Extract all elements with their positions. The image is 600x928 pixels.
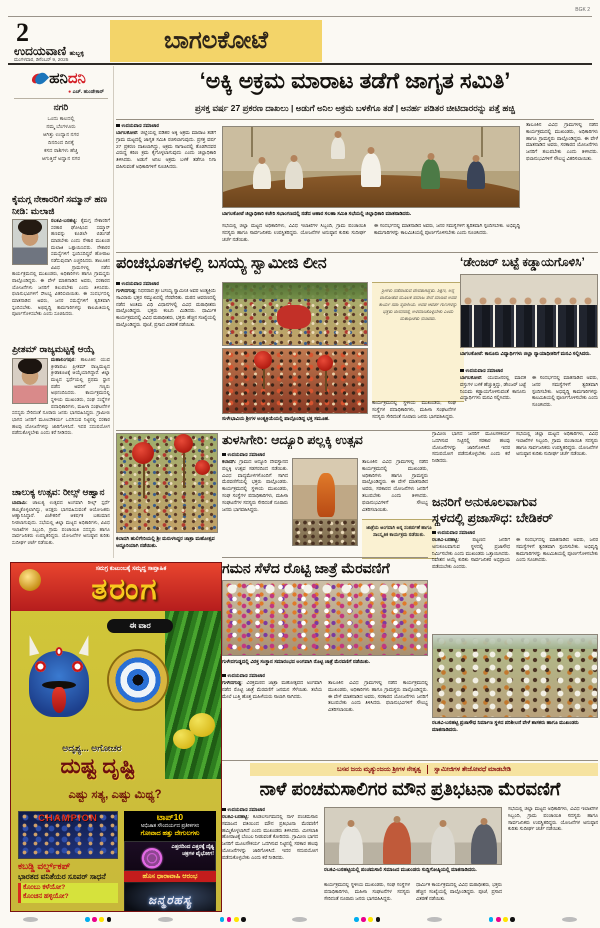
agency-line: ಉದಯವಾಣಿ ಸಮಾಚಾರ [460, 368, 560, 373]
agency-line: ಉದಯವಾಣಿ ಸಮಾಚಾರ [116, 123, 216, 128]
person-figure [361, 153, 381, 187]
poem [12, 115, 110, 162]
article-column [222, 815, 318, 912]
ad-header-band [11, 563, 221, 611]
gray-oval-mark [158, 917, 173, 922]
kabaddi-subtitle: ಭಾರತದ ವನಿತೆಯರ ಸೂಪರ್ ಸಾಧನೆ [18, 872, 106, 881]
portrait-photo [12, 358, 48, 404]
ferris-wheel-image [124, 841, 216, 871]
body-text: ಚಾಲುಕ್ಯ ಉತ್ಸವದ ಅಂಗವಾಗಿ ರೀಲ್ಸ್ ಸ್ಪರ್ಧೆ ಹಮ್ಮಿಕೊಳ್ಳಲಾಗಿದ್ದು, ಆಸಕ್ತರು ಭಾಗವಹಿಸುವಂತೆ ಆಯೋಜಕರು ಆಹ್ವಾನಿಸಿದ್ದಾರೆ. ವಿಜೇತರಿಗೆ ಆಕರ್ಷಕ ಬಹುಮಾನ ನೀಡಲಾಗುವುದು. [12, 500, 110, 526]
demon-eye [72, 661, 83, 672]
dateline-location: ಮಹಾಲಿಂಗಪುರ: [51, 357, 76, 362]
kabaddi-title: ಕಬಡ್ಡಿ ವರ್ಲ್ಡ್‌ಕಪ್ [18, 861, 71, 871]
dateline-location: ಬಾಗಲಕೋಟೆ: [116, 131, 139, 136]
ad-right-panel [124, 811, 216, 912]
rotti-procession-photo [222, 580, 428, 656]
kicker-text: ಬಸವ ಜಯ ಮೃತ್ಯುಂಜಯ ಶ್ರೀಗಳ ನೇತೃತ್ವ [337, 765, 422, 773]
body-text: ತಾಲೂಕಿನ ಯುವ ಕ್ರೀಡಾಪಟು ಪ್ರೀತಮ್ ರಾಜ್ಯಮಟ್ಟದ ಕ್ರೀಡಾಕೂಟಕ್ಕೆ ಆಯ್ಕೆಯಾಗಿದ್ದಾರೆ. ಜಿಲ್ಲಾ ಮಟ್ಟದ ಸ್ಪರ್ಧೆಯಲ್ಲಿ ಪ್ರಥಮ ಸ್ಥಾನ ಪಡೆದ ಅವರಿಗೆ ಗಣ್ಯರು ಅಭಿನಂದಿಸಿದರು. [51, 357, 110, 396]
ad-line1: ಅದೃಶ್ಯ... ಅಗೋಚರ [62, 743, 122, 753]
poem-line: ಒಂದು ಕಾಲದಲ್ಲಿ [47, 116, 75, 122]
article-column [116, 289, 216, 429]
date-line: ಮಂಗಳವಾರ, ಡಿಸೆಂಬರ್ 9, 2025 [14, 58, 69, 63]
top-rule [8, 16, 592, 17]
ad-tagline: ಸಮಗ್ರ ಕುಟುಂಬಕ್ಕೆ ಸಮೃದ್ಧ ಸಾಪ್ತಾಹಿಕ [95, 566, 167, 572]
person-figure [331, 137, 345, 159]
main-headline: ‘ಅಕ್ಕಿ ಅಕ್ರಮ ಮಾರಾಟ ತಡೆಗೆ ಜಾಗೃತ ಸಮಿತಿ’ [199, 68, 511, 93]
danger-article [460, 255, 598, 430]
article-headline: ‘ಡೇಂಜರ್ ಬಟ್ಟೆ ಕಡ್ಡಾಯಗೊಳಿಸಿ’ [460, 255, 585, 269]
body-text: ಕೂಡಲಸಂಗಮದಲ್ಲಿ ನಾಳೆ ಪಂಚಮಸಾಲಿ ಸಮಾಜದ ವತಿಯಿಂದ ಮೌನ ಪ್ರತಿಭಟನಾ ಮೆರವಣಿಗೆ ಹಮ್ಮಿಕೊಳ್ಳಲಾಗಿದೆ ಎಂದು ಮುಖಂಡರು ತಿಳಿಸಿದರು. ಮೀಸಲಾತಿ ಹೋರಾಟಕ್ಕೆ ಬೆಂಬಲ ನೀಡುವಂತೆ ಕೋರಿದರು. [222, 815, 318, 841]
ad-brand: ತರಂಗ [91, 573, 159, 606]
press-meet-photo [324, 807, 502, 865]
byline-text: ಎಚ್. ಹುಂಡೇಕಾರ್ [72, 89, 104, 95]
rotti-article [222, 560, 428, 758]
wheel-text: ಎತ್ತರದಿಂದ ಎತ್ತರಕ್ಕೆ ದೈತ್ಯ ಚಕ್ರಗಳ ವೈಭೋಗ! [171, 844, 214, 857]
serial-title: ಜನ್ಮರಹಸ್ಯ [124, 882, 216, 912]
third-eye [56, 647, 63, 656]
quote-box: ಶ್ರೀಗಳು ನಡೆದಾಡುವ ದೇವರಾಗಿದ್ದರು. ಶಿಕ್ಷಣ, ಅನ್ನ ದಾಸೋಹದ ಮೂಲಕ ಸಮಾಜ ಸೇವೆ ಮಾಡಿದ ಅವರ ಕಾರ್ಯ ಸದಾ ಸ್ಮರಣೀಯ. ಅವರ ಆದರ್ಶ ಗುಣಗಳನ್ನು ಭಕ್ತರು ಜೀವನದಲ್ಲಿ ಅಳವಡಿಸಿಕೊಳ್ಳಬೇಕು ಎಂದು ಮಠಾಧೀಶರು ನುಡಿದರು. [372, 282, 464, 402]
panchabhuta-article [116, 255, 456, 430]
photo-caption: ಕಲಾದಗಿ ಹುಲಿಗೇರಿಯಲ್ಲಿ ಶ್ರೀ ಮರುಳಸಿದ್ಧರ ಜಾತ್ರಾ ಮಹೋತ್ಸವ ಅದ್ಧೂರಿಯಾಗಿ ನಡೆಯಿತು. [116, 536, 215, 549]
kicker-divider [427, 765, 428, 774]
dateline-location: ರಬಕವಿ-ಬನಹಟ್ಟಿ: [51, 218, 78, 223]
question-line: ಕೊಂಬು ಕಳೆಯೋ? [23, 884, 66, 891]
highlight-box: ಜಾತ್ರೆಯ ಅಂಗವಾಗಿ ಅನ್ನ ಸಂತರ್ಪಣೆ ಹಾಗೂ ಸಾಂಸ್ಕೃತಿಕ ಕಾರ್ಯಕ್ರಮ ನಡೆಯಿತು. [362, 519, 436, 559]
article-headline [432, 495, 598, 527]
poem-line: ಆಗಿತ್ತು ಉದ್ಯಾನ ನಗರ [42, 132, 79, 139]
agency-line: ಉದಯವಾಣಿ ಸಮಾಚಾರ [222, 452, 322, 457]
article-column: ತಾಲೂಕಿನ ವಿವಿಧ ಗ್ರಾಮಗಳಲ್ಲಿ ನಡೆದ ಕಾರ್ಯಕ್ರಮದಲ್ಲಿ ಮುಖಂಡರು, ಅಧಿಕಾರಿಗಳು ಹಾಗೂ ಗ್ರಾಮಸ್ಥರು ಪಾಲ್ಗೊಂಡಿದ್ದರು. ಈ ವೇಳೆ ಮಾತನಾಡಿದ ಅವರು, ಸರಕಾರದ ಯೋಜನೆಗಳು ಜನರಿಗೆ ತಲುಪಬೇಕು ಎಂದು ತಿಳಿಸಿದರು. ಫಲಾನುಭವಿಗಳಿಗೆ ಸೌಲಭ್ಯ ವಿತರಿಸಲಾಯಿತು. [526, 123, 598, 162]
subhead-rule [116, 119, 594, 120]
body-text: ನಿಧನರಾದ ಶ್ರೀ ಬಸಯ್ಯ ಸ್ವಾಮೀಜಿ ಅವರ ಅಂತ್ಯಕ್ರಿಯೆ ಸಾವಿರಾರು ಭಕ್ತರ ಸಮ್ಮುಖದಲ್ಲಿ ನೆರವೇರಿತು. ಮಠದ ಆವರಣದಲ್ಲಿ ನಡೆದ ಅಂತಿಮ ವಿಧಿ ವಿಧಾನಗಳಲ್ಲಿ ವಿವಿಧ ಮಠಾಧೀಶರು ಪಾಲ್ಗೊಂಡಿದ್ದರು. ಭಕ್ತರು ಕಂಬನಿ ಮಿಡಿದರು. [116, 289, 216, 315]
gray-oval-mark [562, 917, 577, 922]
registration-marks [0, 913, 600, 926]
article-column [116, 131, 216, 252]
demon-eye [35, 661, 46, 672]
poem-line: ಕಸದ ರಾಶಿಗಳು ಹೆಚ್ಚಿ [44, 148, 78, 155]
top10-line: ಅಭಿಜಾತ ಸೌಂದರ್ಯದ ಪ್ರತೀಕಗಳು [140, 823, 200, 829]
article-headline: ಪ್ರೀತಮ್ ರಾಜ್ಯಮಟ್ಟಕ್ಕೆ ಆಯ್ಕೆ [12, 344, 95, 354]
horn [79, 634, 94, 656]
article-headline: ನಾಳೆ ಪಂಚಮಸಾಲಿಗರ ಮೌನ ಪ್ರತಿಭಟನಾ ಮೆರವಣಿಗೆ [259, 779, 561, 799]
chalukya-article [12, 487, 110, 557]
headline-line: ಸ್ಥಳದಲ್ಲಿ ಪ್ರಜಾಸೌಧ: ಬೇಡಿಕರ್ [432, 510, 553, 525]
lemon-image [173, 729, 195, 749]
article-column: ತಾಲೂಕಿನ ವಿವಿಧ ಗ್ರಾಮಗಳಲ್ಲಿ ನಡೆದ ಕಾರ್ಯಕ್ರಮದಲ್ಲಿ ಮುಖಂಡರು, ಅಧಿಕಾರಿಗಳು ಹಾಗೂ ಗ್ರಾಮಸ್ಥರು ಪಾಲ್ಗೊಂಡಿದ್ದರು. ಈ ವೇಳೆ ಮಾತನಾಡಿದ ಅವರು, ಸರಕಾರದ ಯೋಜನೆಗಳು ಜನರಿಗೆ ತಲುಪಬೇಕು ಎಂದು ತಿಳಿಸಿದರು. ಫಲಾನುಭವಿಗಳಿಗೆ ಸೌಲಭ್ಯ ವಿತರಿಸಲಾಯಿತು. [362, 460, 428, 513]
body-text: ತಾಲೂಕಿನ ವಿವಿಧ ಗ್ರಾಮಗಳಲ್ಲಿ ನಡೆದ ಕಾರ್ಯಕ್ರಮದಲ್ಲಿ ಮುಖಂಡರು, ಅಧಿಕಾರಿಗಳು ಹಾಗೂ ಗ್ರಾಮಸ್ಥರು ಪಾಲ್ಗೊಂಡಿದ್ದರು. ಈ ವೇಳೆ ಮಾತನಾಡಿದ ಅವರು, ಸರಕಾರದ ಯೋಜನೆಗಳು ಜನರಿಗೆ ತಲುಪಬೇಕು ಎಂದು ತಿಳಿಸಿದರು. ಫಲಾನುಭವಿಗಳಿಗೆ ಸೌಲಭ್ಯ ವಿತರಿಸಲಾಯಿತು. [12, 258, 110, 297]
section-title: ಬಾಗಲಕೋಟೆ [110, 20, 322, 62]
portrait-photo [12, 219, 48, 265]
article-column: ಕಾರ್ಯಕ್ರಮದಲ್ಲಿ ಸ್ಥಳೀಯ ಮುಖಂಡರು, ಸಂಘ ಸಂಸ್ಥೆಗಳ ಪದಾಧಿಕಾರಿಗಳು, ಮಹಿಳಾ ಸಂಘಟನೆಗಳ ಸದಸ್ಯರು ಸೇರಿದಂತೆ ನೂರಾರು ಜನರು ಭಾಗವಹಿಸಿದ್ದರು. [324, 883, 410, 902]
person-figure [467, 161, 485, 189]
person-figure [253, 163, 271, 189]
kaimagga-article [12, 194, 110, 342]
champion-text: CHAMPION [38, 813, 98, 824]
cmyk-dots [85, 917, 111, 922]
body-text: ಜಿಲ್ಲೆಯಲ್ಲಿ ಪಡಿತರ ಅಕ್ಕಿ ಅಕ್ರಮ ಮಾರಾಟ ತಡೆಗೆ ಗ್ರಾಮ ಮಟ್ಟದಲ್ಲಿ ಜಾಗೃತ ಸಮಿತಿ ರಚಿಸಲಾಗುವುದು. ಪ್ರಸಕ್ತ ವರ್ಷ 27 ಪ್ರಕರಣ ದಾಖಲಾಗಿದ್ದು, ಅಕ್ರಮ ಸಾಗಾಟದಲ್ಲಿ ತೊಡಗಿದವರ ವಿರುದ್ಧ ಕಠಿಣ ಕ್ರಮ ಕೈಗೊಳ್ಳಲಾಗುವುದು ಎಂದು ಜಿಲ್ಲಾಧಿಕಾರಿ ತಿಳಿಸಿದರು. ಅಡುಗೆ ಅನಿಲ ಅಕ್ರಮ ಬಳಕೆ ತಡೆಗೂ ನಿಗಾ ವಹಿಸುವಂತೆ ಅಧಿಕಾರಿಗಳಿಗೆ ಸೂಚಿಸಿದರು. [116, 131, 216, 170]
article-column [222, 681, 322, 758]
body-text: ಗ್ರಾಮೀಣ ಭಾಗದ ಜನರಿಗೆ ಮೂಲಸೌಕರ್ಯ ಒದಗಿಸುವ ನಿಟ್ಟಿನಲ್ಲಿ ಸರಕಾರ ಹಲವು ಯೋಜನೆಗಳನ್ನು ಜಾರಿಗೊಳಿಸಿದೆ. ಇದರ ಸದುಪಯೋಗ ಪಡೆದುಕೊಳ್ಳಬೇಕು ಎಂದು ಕರೆ ನೀಡಿದರು. [12, 410, 110, 436]
person-figure [431, 826, 455, 865]
body-text: ಪಟ್ಟಣದ ಜನರಿಗೆ ಅನುಕೂಲವಾಗುವ ಸ್ಥಳದಲ್ಲಿ ಪ್ರಜಾಸೌಧ ನಿರ್ಮಿಸಬೇಕು ಎಂದು ಮುಖಂಡರು ಒತ್ತಾಯಿಸಿದರು. ನಿವೇಶನ ಆಯ್ಕೆ ಕುರಿತು ಸಾರ್ವಜನಿಕರ ಅಭಿಪ್ರಾಯ ಪಡೆಯಬೇಕು ಎಂದರು. [432, 538, 510, 571]
kabaddi-team-photo [18, 811, 118, 859]
cmyk-dots [489, 917, 515, 922]
headline-line: ಜನರಿಗೆ ಅನುಕೂಲವಾಗುವ [432, 495, 537, 509]
dateline-location: ಗುಳೇದಗುಡ್ಡ: [116, 289, 137, 294]
banner-pole [143, 458, 145, 498]
body-text: ಯುವಜನರಲ್ಲಿ ಮಾದಕ ವಸ್ತುಗಳ ಬಳಕೆ ಹೆಚ್ಚುತ್ತಿದ್ದು, ಡೇಂಜರ್ ಬಟ್ಟೆ ನಿಯಮ ಕಡ್ಡಾಯಗೊಳಿಸುವಂತೆ ಕಾನೂನು ವಿದ್ಯಾರ್ಥಿಗಳು ಮನವಿ ಸಲ್ಲಿಸಿದರು. [460, 376, 526, 402]
crowd-strip [293, 519, 357, 545]
preetam-article [12, 344, 110, 484]
top10-box [124, 811, 216, 841]
body-text: ಸಭೆಯಲ್ಲಿ ಜಿಲ್ಲಾ ಮಟ್ಟದ ಅಧಿಕಾರಿಗಳು, ವಿವಿಧ ಇಲಾಖೆಗಳ ಸಿಬ್ಬಂದಿ, ಗ್ರಾಮ ಪಂಚಾಯಿತಿ ಸದಸ್ಯರು ಹಾಗೂ ಸಾರ್ವಜನಿಕರು ಉಪಸ್ಥಿತರಿದ್ದರು. ಯೋಜನೆಗಳ ಅನುಷ್ಠಾನ ಕುರಿತು ಸುದೀರ್ಘ ಚರ್ಚೆ ನಡೆಯಿತು. [12, 520, 110, 546]
evil-eye-amulet [109, 651, 167, 709]
article-column: ಧಾರ್ಮಿಕ ಕಾರ್ಯಕ್ರಮದಲ್ಲಿ ವಿವಿಧ ಮಠಾಧೀಶರು, ಭಕ್ತರು ಹೆಚ್ಚಿನ ಸಂಖ್ಯೆಯಲ್ಲಿ ಪಾಲ್ಗೊಂಡಿದ್ದರು. ಪೂಜೆ, ಪ್ರಸಾದ ವಿತರಣೆ ನಡೆಯಿತು. [416, 883, 502, 902]
red-banner [132, 442, 154, 464]
meeting-photo [222, 126, 520, 208]
section-rule [116, 430, 598, 431]
poem-line: ದಿನದಿಂದ ದಿನಕ್ಕೆ [48, 140, 74, 147]
demon-mask [21, 635, 97, 729]
hani-dani-brand [49, 70, 86, 87]
brand-red: ದನಿ [67, 70, 86, 87]
gray-oval-mark [292, 917, 307, 922]
poem-line: ಆಗುತ್ತಿದೆ ಅಧ್ವಾನ ನಗರ [41, 156, 81, 162]
article-headline: ಪಂಚಭೂತಗಳಲ್ಲಿ ಬಸಯ್ಯ ಸ್ವಾಮೀಜಿ ಲೀನ [116, 255, 327, 272]
horn [25, 634, 40, 656]
section-rule [222, 557, 428, 558]
cmyk-dots [220, 917, 246, 922]
kaladagi-jatra-photo [116, 433, 218, 533]
sky-strip [433, 635, 597, 649]
top10-line: ಗೋವಾದ ಹತ್ತು ದೇಗುಲಗಳು [140, 830, 200, 837]
photo-caption: ಬಾಗಲಕೋಟೆ: ಕಾನೂನು ವಿದ್ಯಾರ್ಥಿಗಳು ಜಿಲ್ಲಾ ನ್ಯಾಯಾಧೀಶರಿಗೆ ಮನವಿ ಸಲ್ಲಿಸಿದರು. [460, 351, 591, 357]
agency-line: ಉದಯವಾಣಿ ಸಮಾಚಾರ [222, 673, 322, 678]
gray-oval-mark [23, 917, 38, 922]
photo-caption: ರಬಕವಿ-ಬನಹಟ್ಟಿ ಪ್ರಜಾಸೌಧ ನಿರ್ಮಾಣ ಸ್ಥಳದ ಪರಿಶೀಲನೆ ವೇಳೆ ಶಾಸಕರು ಹಾಗೂ ಮುಖಂಡರು ಮಾತನಾಡಿದರು. [432, 720, 579, 733]
this-week-chip: ಈ ವಾರ [107, 619, 173, 633]
mouna-article [222, 779, 598, 912]
main-subhead: ಪ್ರಸಕ್ತ ವರ್ಷ 27 ಪ್ರಕರಣ ದಾಖಲು | ಅಡುಗೆ ಅನಿಲ ಅಕ್ರಮ ಬಳಕೆಗೂ ತಡೆ | ಅನರ್ಹ ಪಡಿತರ ಚೀಟಿದಾರರನ್ನು ಪತ್ತೆ ಹಚ್ಚಿ [195, 103, 515, 113]
article-column: ಕಾರ್ಯಕ್ರಮದಲ್ಲಿ ಸ್ಥಳೀಯ ಮುಖಂಡರು, ಸಂಘ ಸಂಸ್ಥೆಗಳ ಪದಾಧಿಕಾರಿಗಳು, ಮಹಿಳಾ ಸಂಘಟನೆಗಳ ಸದಸ್ಯರು ಸೇರಿದಂತೆ ನೂರಾರು ಜನರು ಭಾಗವಹಿಸಿದ್ದರು. [372, 401, 456, 420]
article-column [222, 460, 288, 556]
article-headline: ಗಮನ ಸೆಳೆದ ರೊಟ್ಟಿ ಜಾತ್ರೆ ಮೆರವಣಿಗೆ [222, 560, 390, 576]
article-column: ಈ ಸಂದರ್ಭದಲ್ಲಿ ಮಾತನಾಡಿದ ಅವರು, ಜನರ ಸಮಸ್ಯೆಗಳಿಗೆ ತ್ವರಿತವಾಗಿ ಸ್ಪಂದಿಸಬೇಕು. ಅಭಿವೃದ್ಧಿ ಕಾಮಗಾರಿಗಳನ್ನು ಕಾಲಮಿತಿಯಲ್ಲಿ ಪೂರ್ಣಗೊಳಿಸಬೇಕು ಎಂದು ಸೂಚಿಸಿದರು. [374, 224, 520, 236]
photo-caption: ರಬಕವಿ-ಬನಹಟ್ಟಿಯಲ್ಲಿ ಪಂಚಮಸಾಲಿ ಸಮಾಜದ ಮುಖಂಡರು ಸುದ್ದಿಗೋಷ್ಠಿಯಲ್ಲಿ ಮಾತನಾಡಿದರು. [324, 867, 477, 873]
person-figure [471, 824, 497, 865]
hani-dani-box [12, 66, 110, 162]
body-text: ಧಾರ್ಮಿಕ ಕಾರ್ಯಕ್ರಮದಲ್ಲಿ ವಿವಿಧ ಮಠಾಧೀಶರು, ಭಕ್ತರು ಹೆಚ್ಚಿನ ಸಂಖ್ಯೆಯಲ್ಲಿ ಪಾಲ್ಗೊಂಡಿದ್ದರು. ಪೂಜೆ, ಪ್ರಸಾದ ವಿತರಣೆ ನಡೆಯಿತು. [116, 309, 216, 328]
agency-line: ಉದಯವಾಣಿ ಸಮಾಚಾರ [432, 530, 532, 535]
rail-divider [113, 66, 114, 558]
red-banner [254, 351, 272, 369]
article-column: ಗ್ರಾಮೀಣ ಭಾಗದ ಜನರಿಗೆ ಮೂಲಸೌಕರ್ಯ ಒದಗಿಸುವ ನಿಟ್ಟಿನಲ್ಲಿ ಸರಕಾರ ಹಲವು ಯೋಜನೆಗಳನ್ನು ಜಾರಿಗೊಳಿಸಿದೆ. ಇದರ ಸದುಪಯೋಗ ಪಡೆದುಕೊಳ್ಳಬೇಕು ಎಂದು ಕರೆ ನೀಡಿದರು. [432, 432, 510, 465]
body-text: ಕಾರ್ಯಕ್ರಮದಲ್ಲಿ ಸ್ಥಳೀಯ ಮುಖಂಡರು, ಸಂಘ ಸಂಸ್ಥೆಗಳ ಪದಾಧಿಕಾರಿಗಳು, ಮಹಿಳಾ ಸಂಘಟನೆಗಳ ಸದಸ್ಯರು ಸೇರಿದಂತೆ ನೂರಾರು ಜನರು ಭಾಗವಹಿಸಿದ್ದರು. [12, 390, 110, 416]
article-column: ಸಭೆಯಲ್ಲಿ ಜಿಲ್ಲಾ ಮಟ್ಟದ ಅಧಿಕಾರಿಗಳು, ವಿವಿಧ ಇಲಾಖೆಗಳ ಸಿಬ್ಬಂದಿ, ಗ್ರಾಮ ಪಂಚಾಯಿತಿ ಸದಸ್ಯರು ಹಾಗೂ ಸಾರ್ವಜನಿಕರು ಉಪಸ್ಥಿತರಿದ್ದರು. ಯೋಜನೆಗಳ ಅನುಷ್ಠಾನ ಕುರಿತು ಸುದೀರ್ಘ ಚರ್ಚೆ ನಡೆಯಿತು. [516, 432, 598, 458]
ad-subtitle: ಎಷ್ಟು ಸತ್ಯ, ಎಷ್ಟು ಮಿಥ್ಯ? [68, 789, 162, 801]
article-headline: ಕೈಮಗ್ಗ ನೇಕಾರರಿಗೆ ಸಮ್ಮಾನ್ ಹಣ ನೀಡಿ: ಮಲಾಜಿ [12, 194, 107, 216]
article-column [432, 538, 510, 630]
article-column [460, 376, 526, 430]
poem-line: ನಮ್ಮ ಬೆಂಗಳೂರು [46, 124, 76, 131]
chilies-image [165, 611, 221, 779]
banner-pole [183, 452, 185, 488]
palanquin [277, 305, 311, 329]
dateline-location: ಬಾದಾಮಿ: [12, 500, 28, 505]
tongue [52, 687, 66, 713]
top10-title: ಟಾಪ್10 [156, 812, 184, 822]
suits-row [461, 305, 597, 347]
ad-left-panel [18, 811, 118, 903]
article-headline: ಚಾಲುಕ್ಯ ಉತ್ಸವ: ರೀಲ್ಸ್ ಆಹ್ವಾನ [12, 487, 105, 497]
person-figure [339, 826, 363, 865]
dateline-location: ರಬಕವಿ-ಬನಹಟ್ಟಿ: [432, 538, 459, 543]
photo-caption: ಗುಳೇದಗುಡ್ಡದಲ್ಲಿ ವಿರಕ್ತ ಸಂಸ್ಥಾನ ಸಮಾರಂಭದ ಅಂಗವಾಗಿ ರೊಟ್ಟಿ ಜಾತ್ರೆ ಮೆರವಣಿಗೆ ನಡೆಯಿತು. [222, 659, 371, 665]
article-column: ತಾಲೂಕಿನ ವಿವಿಧ ಗ್ರಾಮಗಳಲ್ಲಿ ನಡೆದ ಕಾರ್ಯಕ್ರಮದಲ್ಲಿ ಮುಖಂಡರು, ಅಧಿಕಾರಿಗಳು ಹಾಗೂ ಗ್ರಾಮಸ್ಥರು ಪಾಲ್ಗೊಂಡಿದ್ದರು. ಈ ವೇಳೆ ಮಾತನಾಡಿದ ಅವರು, ಸರಕಾರದ ಯೋಜನೆಗಳು ಜನರಿಗೆ ತಲುಪಬೇಕು ಎಂದು ತಿಳಿಸಿದರು. ಫಲಾನುಭವಿಗಳಿಗೆ ಸೌಲಭ್ಯ ವಿತರಿಸಲಾಯಿತು. [328, 681, 428, 714]
photo-caption: ಸುಳೇಭಾವಿಯ ಶ್ರೀಗಳ ಅಂತ್ಯಕ್ರಿಯೆಯಲ್ಲಿ ಪಾಲ್ಗೊಂಡಿದ್ದ ಭಕ್ತ ಸಮೂಹ. [222, 416, 330, 422]
funeral-crowd-photo [222, 282, 368, 346]
dateline-location: ಗುಳೇದಗುಡ್ಡ: [222, 681, 243, 686]
article-headline: ತುಳಸಿಗೇರಿ: ಆದ್ಯೂರಿ ಪಲ್ಲಕ್ಕಿ ಉತ್ಸವ [222, 433, 363, 447]
serial-band: ಹೊಸ ಧಾರಾವಾಹಿ ಆರಂಭ [124, 871, 216, 882]
main-article [116, 123, 598, 252]
masthead-title: ಉದಯವಾಣಿ [14, 44, 67, 58]
article-column: ಈ ಸಂದರ್ಭದಲ್ಲಿ ಮಾತನಾಡಿದ ಅವರು, ಜನರ ಸಮಸ್ಯೆಗಳಿಗೆ ತ್ವರಿತವಾಗಿ ಸ್ಪಂದಿಸಬೇಕು. ಅಭಿವೃದ್ಧಿ ಕಾಮಗಾರಿಗಳನ್ನು ಕಾಲಮಿತಿಯಲ್ಲಿ ಪೂರ್ಣಗೊಳಿಸಬೇಕು ಎಂದು ಸೂಚಿಸಿದರು. [516, 538, 598, 564]
cmyk-dots [354, 917, 380, 922]
photo-caption: ಬಾಗಲಕೋಟೆ ಜಿಲ್ಲಾಧಿಕಾರಿ ಕಚೇರಿ ಸಭಾಂಗಣದಲ್ಲಿ ನಡೆದ ಆಹಾರ ಸಲಹಾ ಸಮಿತಿ ಸಭೆಯಲ್ಲಿ ಜಿಲ್ಲಾಧಿಕಾರಿ ಮಾತನಾಡಿದರು. [222, 211, 412, 217]
person-figure [285, 161, 303, 189]
gray-oval-mark [427, 917, 442, 922]
ad-title: ದುಷ್ಟ ದೃಷ್ಟಿ [60, 755, 136, 778]
red-banner [195, 460, 210, 475]
crest-icon [19, 569, 41, 591]
section-rule [222, 760, 598, 761]
dateline-location: ಬಾಗಲಕೋಟೆ: [460, 376, 483, 381]
article-column: ಸಭೆಯಲ್ಲಿ ಜಿಲ್ಲಾ ಮಟ್ಟದ ಅಧಿಕಾರಿಗಳು, ವಿವಿಧ ಇಲಾಖೆಗಳ ಸಿಬ್ಬಂದಿ, ಗ್ರಾಮ ಪಂಚಾಯಿತಿ ಸದಸ್ಯರು ಹಾಗೂ ಸಾರ್ವಜನಿಕರು ಉಪಸ್ಥಿತರಿದ್ದರು. ಯೋಜನೆಗಳ ಅನುಷ್ಠಾನ ಕುರಿತು ಸುದೀರ್ಘ ಚರ್ಚೆ ನಡೆಯಿತು. [222, 224, 366, 243]
agency-line: ಉದಯವಾಣಿ ಸಮಾಚಾರ [116, 281, 216, 286]
procession-photo [222, 348, 368, 414]
article-column: ಸಭೆಯಲ್ಲಿ ಜಿಲ್ಲಾ ಮಟ್ಟದ ಅಧಿಕಾರಿಗಳು, ವಿವಿಧ ಇಲಾಖೆಗಳ ಸಿಬ್ಬಂದಿ, ಗ್ರಾಮ ಪಂಚಾಯಿತಿ ಸದಸ್ಯರು ಹಾಗೂ ಸಾರ್ವಜನಿಕರು ಉಪಸ್ಥಿತರಿದ್ದರು. ಯೋಜನೆಗಳ ಅನುಷ್ಠಾನ ಕುರಿತು ಸುದೀರ್ಘ ಚರ್ಚೆ ನಡೆಯಿತು. [508, 807, 598, 833]
brand-black: ಹನಿ [49, 70, 68, 87]
poem-title: ನಗರಿ [53, 102, 69, 112]
question-line: ಕೊಂಚಿನ ಹಳ್ಳಿಯೋ? [23, 892, 69, 900]
masthead-edition: ಹುಬ್ಬಳ್ಳಿ [69, 51, 84, 57]
page-number: 2 [16, 18, 29, 47]
kicker-band [250, 763, 598, 776]
question-box [18, 883, 118, 903]
red-banner [317, 355, 333, 371]
body-text: ಗ್ರಾಮೀಣ ಭಾಗದ ಜನರಿಗೆ ಮೂಲಸೌಕರ್ಯ ಒದಗಿಸುವ ನಿಟ್ಟಿನಲ್ಲಿ ಸರಕಾರ ಹಲವು ಯೋಜನೆಗಳನ್ನು ಜಾರಿಗೊಳಿಸಿದೆ. ಇದರ ಸದುಪಯೋಗ ಪಡೆದುಕೊಳ್ಳಬೇಕು ಎಂದು ಕರೆ ನೀಡಿದರು. [222, 835, 318, 861]
plate-code: BGK 2 [575, 7, 590, 13]
head-baskets-row [223, 583, 427, 595]
body-text: ಕಾರ್ಯಕ್ರಮದಲ್ಲಿ ಸ್ಥಳೀಯ ಮುಖಂಡರು, ಸಂಘ ಸಂಸ್ಥೆಗಳ ಪದಾಧಿಕಾರಿಗಳು, ಮಹಿಳಾ ಸಂಘಟನೆಗಳ ಸದಸ್ಯರು ಸೇರಿದಂತೆ ನೂರಾರು ಜನರು ಭಾಗವಹಿಸಿದ್ದರು. [222, 487, 288, 513]
body-text: ವಿರಕ್ತಮಠದ ಜಾತ್ರಾ ಮಹೋತ್ಸವದ ಅಂಗವಾಗಿ ನಡೆದ ರೊಟ್ಟಿ ಜಾತ್ರೆ ಮೆರವಣಿಗೆ ಜನಮನ ಸೆಳೆಯಿತು. ತಲೆಯ ಮೇಲೆ ಬುತ್ತಿ ಹೊತ್ತ ಮಹಿಳೆಯರು ಸಾಲಾಗಿ ಸಾಗಿದರು. [222, 681, 322, 700]
site-inspection-photo [432, 634, 598, 718]
article-column: ಈ ಸಂದರ್ಭದಲ್ಲಿ ಮಾತನಾಡಿದ ಅವರು, ಜನರ ಸಮಸ್ಯೆಗಳಿಗೆ ತ್ವರಿತವಾಗಿ ಸ್ಪಂದಿಸಬೇಕು. ಅಭಿವೃದ್ಧಿ ಕಾಮಗಾರಿಗಳನ್ನು ಕಾಲಮಿತಿಯಲ್ಲಿ ಪೂರ್ಣಗೊಳಿಸಬೇಕು ಎಂದು ಸೂಚಿಸಿದರು. [532, 376, 598, 409]
janarige-article [432, 432, 598, 744]
law-students-photo [460, 274, 598, 348]
kicker-text: ಸ್ವಾಮೀಜಿಗಳ ತೇಜೋವಧೆ ಮಾಡಬೇಡಿ [434, 765, 511, 773]
pallakki-photo [292, 458, 358, 546]
header-rule [8, 63, 592, 65]
hani-dani-byline: ● ಎಚ್. ಹುಂಡೇಕಾರ್ [68, 89, 104, 95]
taranga-advert [10, 562, 222, 912]
section-rule [116, 252, 598, 253]
deity-figure [317, 473, 335, 517]
person-figure [421, 159, 440, 189]
agency-line: ಉದಯವಾಣಿ ಸಮಾಚಾರ [222, 807, 322, 812]
person-figure [383, 822, 411, 865]
dateline-location: ರಬಕವಿ-ಬನಹಟ್ಟಿ: [222, 815, 249, 820]
tulasigeri-article [222, 433, 432, 556]
body-text: ಈ ಸಂದರ್ಭದಲ್ಲಿ ಮಾತನಾಡಿದ ಅವರು, ಜನರ ಸಮಸ್ಯೆಗಳಿಗೆ ತ್ವರಿತವಾಗಿ ಸ್ಪಂದಿಸಬೇಕು. ಅಭಿವೃದ್ಧಿ ಕಾಮಗಾರಿಗಳನ್ನು ಕಾಲಮಿತಿಯಲ್ಲಿ ಪೂರ್ಣಗೊಳಿಸಬೇಕು ಎಂದು ಸೂಚಿಸಿದರು. [12, 291, 110, 317]
body-text: ಕೈಮಗ್ಗ ನೇಕಾರರಿಗೆ ಸರಕಾರ ಘೋಷಿಸಿದ ಸಮ್ಮಾನ್ ಹಣವನ್ನು ಕೂಡಲೇ ಬಿಡುಗಡೆ ಮಾಡಬೇಕು ಎಂದು ನೇಕಾರ ಮುಖಂಡ ಮಲಾಜಿ ಒತ್ತಾಯಿಸಿದರು. ನೇಕಾರರ ಸಮಸ್ಯೆಗಳಿಗೆ ಸ್ಪಂದಿಸದಿದ್ದರೆ ಹೋರಾಟ ನಡೆಸುವುದಾಗಿ ಎಚ್ಚರಿಸಿದರು. [51, 218, 110, 264]
droplet-icon [33, 70, 49, 86]
body-text: ಗ್ರಾಮದ ಆದ್ಯೂರಿ ದೇವಸ್ಥಾನದ ಪಲ್ಲಕ್ಕಿ ಉತ್ಸವ ಸಡಗರದಿಂದ ನಡೆಯಿತು. ವಿವಿಧ ವಾದ್ಯಮೇಳಗಳೊಂದಿಗೆ ಸಾಗಿದ ಮೆರವಣಿಗೆಯಲ್ಲಿ ಭಕ್ತರು ಪಾಲ್ಗೊಂಡರು. [222, 460, 288, 486]
dateline-location: ಕಲಾದಗಿ: [222, 460, 237, 465]
red-banner [174, 434, 193, 453]
